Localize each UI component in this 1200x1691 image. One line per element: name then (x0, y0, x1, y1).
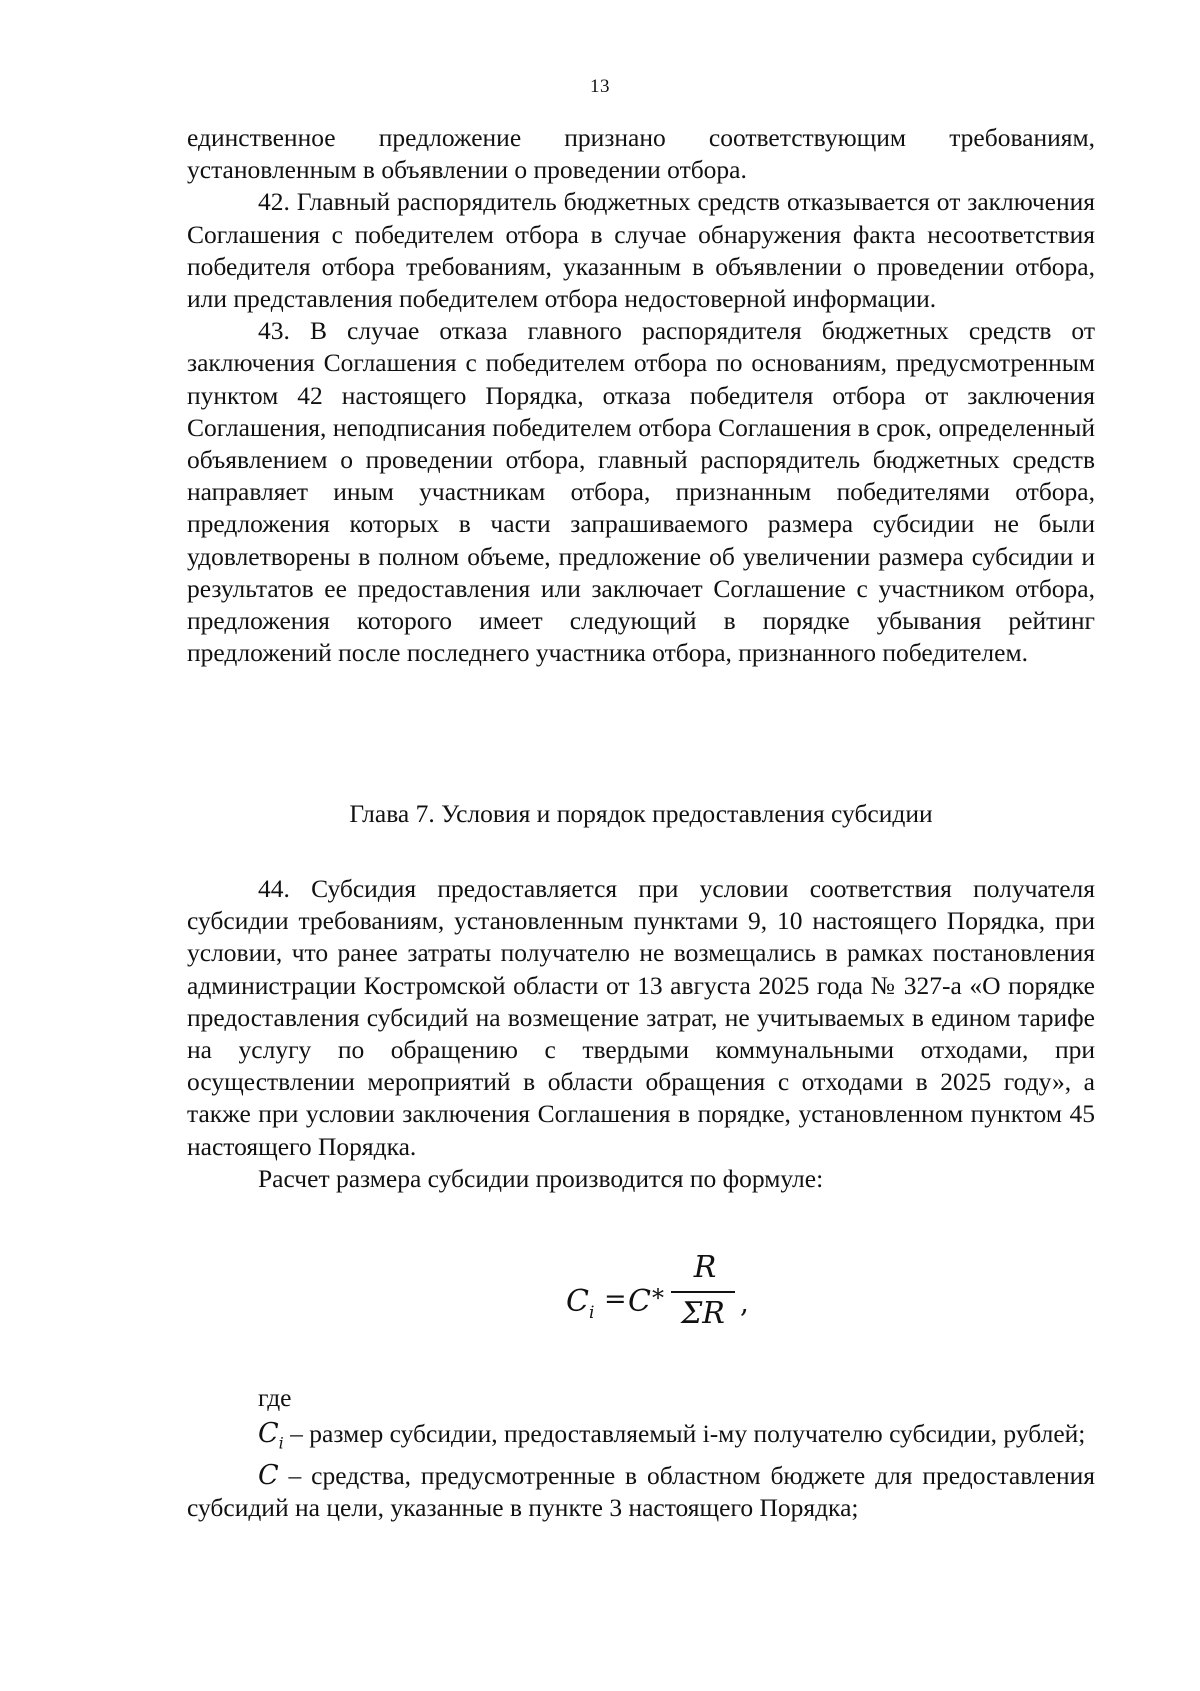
fraction-bar (671, 1291, 735, 1293)
paragraph-44: 44. Субсидия предоставляется при условии соответствия получателя субсидии требованиям, установленным пунктами 9, 10 настоящего Порядка, при условии, что ранее затраты получателю не возмещались в рамках постановления администрации Костромской области от 13 августа 2025 года № 327-а «О порядке предоставления субсидий на возмещение затрат, не учитываемых в едином тарифе на услугу по обращению с твердыми коммунальными отходами, при осуществлении мероприятий в области обращения с отходами в 2025 году», а также при условии заключения Соглашения в порядке, установленном пунктом 45 настоящего Порядка. (187, 874, 1095, 1161)
definition-c: C – средства, предусмотренные в областном бюджете для предоставления субсидий на цели, указанные в пункте 3 настоящего Порядка; (187, 1459, 1095, 1522)
paragraph-continuation: единственное предложение признано соответствующим требованиям, установленным в объявлении о проведении отбора. (187, 123, 1095, 185)
paragraph-43: 43. В случае отказа главного распорядителя бюджетных средств от заключения Соглашения с победителем отбора по основаниям, предусмотренным пунктом 42 настоящего Порядка, отказа победителя отбора от заключения Соглашения, неподписания победителем отбора Соглашения в срок, определенный объявлением о проведении отбора, главный распорядитель бюджетных средств направляет иным участникам отбора, признанным победителями отбора, предложения которых в части запрашиваемого размера субсидии не были удовлетворены в полном объеме, предложение об увеличении размера субсидии и результатов ее предоставления или заключает Соглашение с участником отбора, предложения которого имеет следующий в порядке убывания рейтинг предложений после последнего участника отбора, признанного победителем. (187, 316, 1095, 668)
definition-ci: $C_i$ – размер субсидии, предоставляемый i-му получателю субсидии, рублей; (258, 1418, 1086, 1453)
paragraphs-mid (187, 873, 1095, 1195)
paragraph-42: 42. Главный распорядитель бюджетных средств отказывается от заключения Соглашения с победителем отбора в случае обнаружения факта несоответствия победителя отбора требованиям, указанным в объявлении о проведении отбора, или представления победителем отбора недостоверной информации. (187, 187, 1095, 314)
symbol-ci: $C_i$ (258, 1418, 284, 1453)
paragraphs-top (187, 122, 1095, 669)
formula-numerator: R (693, 1250, 717, 1285)
formula-lhs: $C_i$ (566, 1284, 595, 1323)
formula-equals: = (604, 1284, 627, 1315)
formula-denominator: ΣR (681, 1296, 725, 1331)
chapter-heading: Глава 7. Условия и порядок предоставления субсидии (349, 799, 933, 828)
where-label: где (258, 1383, 292, 1412)
formula-times: * (652, 1284, 664, 1312)
formula-c: C (628, 1284, 651, 1319)
formula-comma: , (740, 1286, 749, 1319)
definitions-block (187, 1382, 1095, 1524)
subsidy-formula (560, 1250, 760, 1350)
symbol-c: C (258, 1459, 279, 1491)
formula-intro: Расчет размера субсидии производится по формуле: (258, 1163, 824, 1193)
page-number: 13 (590, 76, 610, 97)
